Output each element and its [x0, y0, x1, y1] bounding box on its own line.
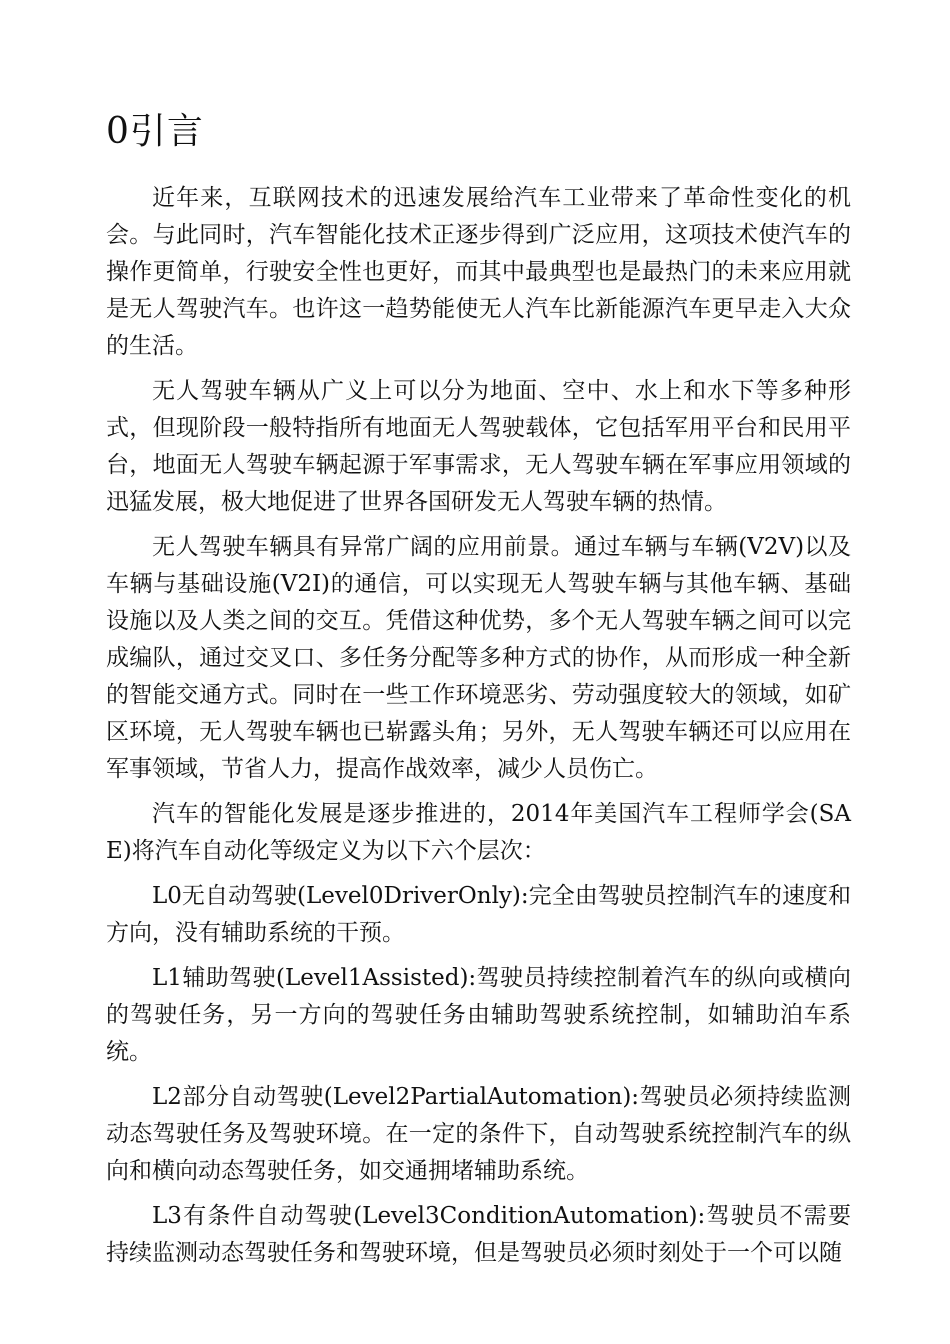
paragraph-level-2: L2部分自动驾驶(Level2PartialAutomation):驾驶员必须持续监测动态驾驶任务及驾驶环境。在一定的条件下，自动驾驶系统控制汽车的纵向和横向动态驾驶任务，如交通拥堵辅助系统。	[106, 1084, 851, 1184]
document-page	[106, 104, 851, 1280]
paragraph-application-prospects: 无人驾驶车辆具有异常广阔的应用前景。通过车辆与车辆(V2V)以及车辆与基础设施(V2I)的通信，可以实现无人驾驶车辆与其他车辆、基础设施以及人类之间的交互。凭借这种优势，多个无人驾驶车辆之间可以完成编队，通过交叉口、多任务分配等多种方式的协作，从而形成一种全新的智能交通方式。同时在一些工作环境恶劣、劳动强度较大的领域，如矿区环境，无人驾驶车辆也已崭露头角；另外，无人驾驶车辆还可以应用在军事领域，节省人力，提高作战效率，减少人员伤亡。	[106, 534, 851, 782]
paragraph-level-3: L3有条件自动驾驶(Level3ConditionAutomation):驾驶员不需要持续监测动态驾驶任务和驾驶环境，但是驾驶员必须时刻处于一个可以随	[106, 1203, 851, 1266]
paragraph-level-0: L0无自动驾驶(Level0DriverOnly):完全由驾驶员控制汽车的速度和方向，没有辅助系统的干预。	[106, 883, 851, 946]
section-heading: 0引言	[106, 111, 204, 152]
paragraph-sae-levels: 汽车的智能化发展是逐步推进的，2014年美国汽车工程师学会(SAE)将汽车自动化等级定义为以下六个层次：	[106, 801, 851, 864]
paragraph-intro: 近年来，互联网技术的迅速发展给汽车工业带来了革命性变化的机会。与此同时，汽车智能化技术正逐步得到广泛应用，这项技术使汽车的操作更简单，行驶安全性也更好，而其中最典型也是最热门的未来应用就是无人驾驶汽车。也许这一趋势能使无人汽车比新能源汽车更早走入大众的生活。	[106, 185, 851, 359]
paragraph-level-1: L1辅助驾驶(Level1Assisted):驾驶员持续控制着汽车的纵向或横向的驾驶任务，另一方向的驾驶任务由辅助驾驶系统控制，如辅助泊车系统。	[106, 965, 851, 1065]
paragraph-unmanned-vehicles: 无人驾驶车辆从广义上可以分为地面、空中、水上和水下等多种形式，但现阶段一般特指所有地面无人驾驶载体，它包括军用平台和民用平台，地面无人驾驶车辆起源于军事需求，无人驾驶车辆在军事应用领域的迅猛发展，极大地促进了世界各国研发无人驾驶车辆的热情。	[106, 378, 851, 515]
